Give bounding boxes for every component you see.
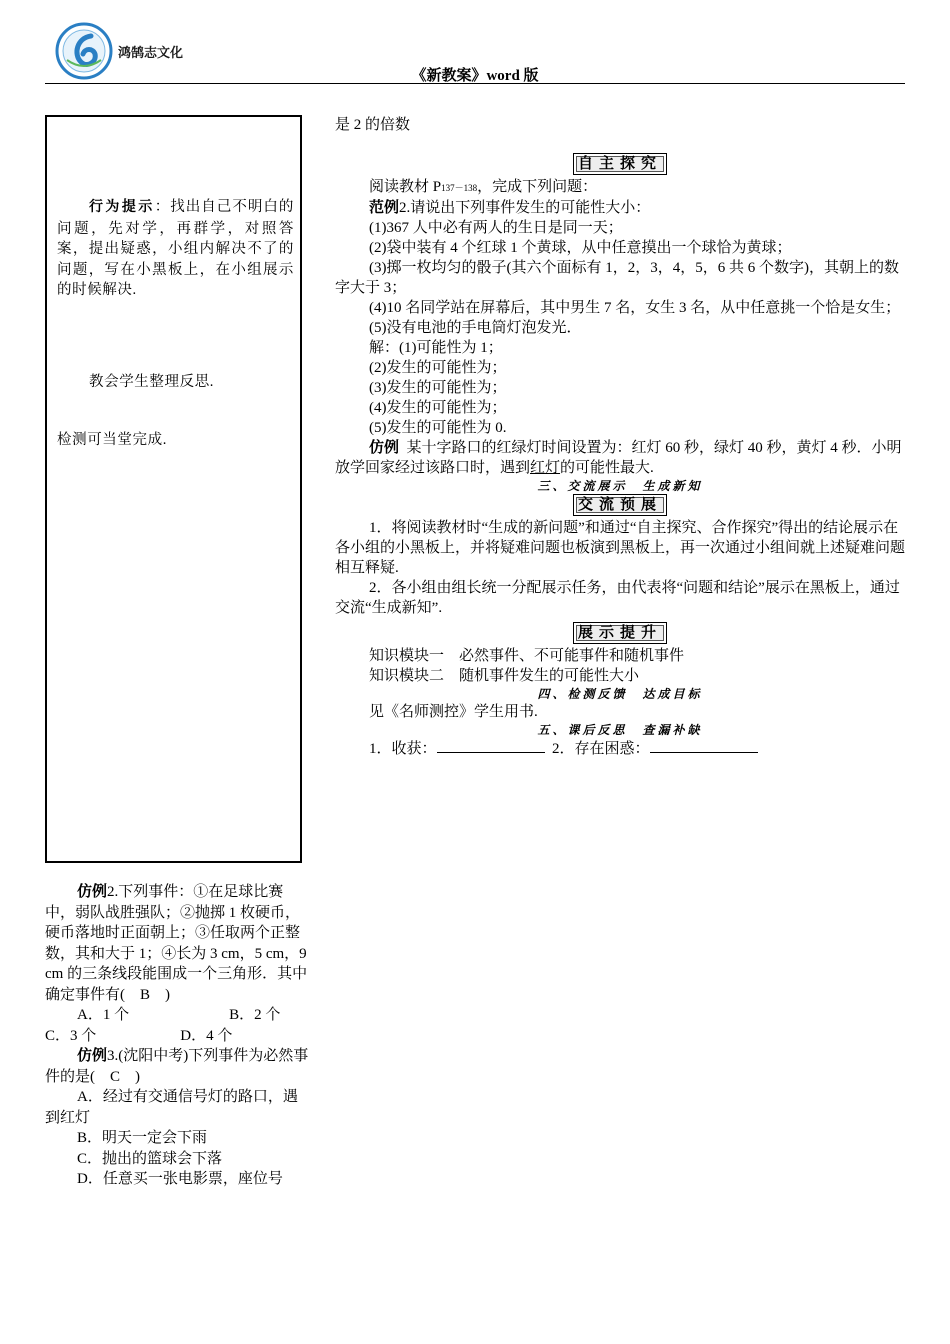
- note-reflection: 教会学生整理反思.: [89, 374, 215, 390]
- reading-instruction: 阅读教材 P137－138，完成下列问题：: [369, 179, 598, 195]
- imitation-answer: 红灯: [530, 460, 561, 476]
- imitation-2-options-cd: [45, 1026, 310, 1047]
- teaching-notes-box: [45, 115, 302, 863]
- behavior-tip: [57, 197, 294, 301]
- header-divider: [45, 83, 905, 84]
- section-5-heading: 五、课后反思 查漏补缺: [537, 723, 703, 737]
- imitation-3-option-c: C．抛出的篮球会下落: [77, 1150, 223, 1167]
- left-column: [45, 882, 310, 1190]
- note-test: 检测可当堂完成.: [57, 432, 167, 448]
- solution-1: 解：(1)可能性为 1；: [369, 340, 503, 356]
- right-column: [335, 115, 905, 759]
- imitation-3-label: 仿例: [77, 1048, 108, 1064]
- example-item-1: (1)367 人中必有两人的生日是同一天；: [369, 220, 623, 236]
- banner-exchange-preview: 交流预展: [335, 494, 905, 516]
- exchange-paragraph-2: 2．各小组由组长统一分配展示任务，由代表将“问题和结论”展示在黑板上，通过交流“生成新知”.: [335, 580, 900, 616]
- page-title: 《新教案》word 版: [411, 68, 539, 84]
- solution-2: (2)发生的可能性为；: [369, 360, 507, 376]
- example-2: 范例2.请说出下列事件发生的可能性大小：: [369, 200, 651, 216]
- option-a: A．1 个: [77, 1007, 130, 1023]
- tip-label: 行为提示: [89, 200, 155, 215]
- tip-text: ：找出自己不明白的问题，先对学，再群学，对照答案，提出疑惑，小组内解决不了的问题，写在小黑板上，在小组展示的时候解决.: [57, 199, 294, 298]
- banner-show-improve: 展示提升: [335, 622, 905, 644]
- option-c: C．3 个: [45, 1027, 97, 1044]
- continued-line: 是 2 的倍数: [335, 117, 411, 133]
- imitation-2-text: 2.下列事件：①在足球比赛中，弱队战胜强队；②抛掷 1 枚硬币，硬币落地时正面朝上；③任取两个正整数，其和大于 1；④长为 3 cm，5 cm，9 cm 的三条线段能围成一个三角形．其中确定事件有( B ): [45, 884, 308, 1003]
- example-item-5: (5)没有电池的手电筒灯泡发光．: [369, 320, 582, 336]
- example-label: 范例: [369, 200, 400, 216]
- harvest-blank[interactable]: [437, 738, 545, 753]
- imitation-3-option-a: A．经过有交通信号灯的路口，遇到红灯: [45, 1089, 298, 1126]
- imitation-traffic-light: 仿例 某十字路口的红绿灯时间设置为：红灯 60 秒，绿灯 40 秒，黄灯 4 秒．小明放学回家经过该路口时，遇到红灯的可能性最大.: [335, 440, 902, 476]
- knowledge-module-1: 知识模块一 必然事件、不可能事件和随机事件: [369, 648, 685, 664]
- knowledge-module-2: 知识模块二 随机事件发生的可能性大小: [369, 668, 640, 684]
- example-item-2: (2)袋中装有 4 个红球 1 个黄球，从中任意摸出一个球恰为黄球；: [369, 240, 792, 256]
- imitation-3: [45, 1046, 310, 1087]
- confusion-blank[interactable]: [650, 738, 758, 753]
- solution-3: (3)发生的可能性为；: [369, 380, 507, 396]
- section-4-heading: 四、检测反馈 达成目标: [537, 687, 703, 701]
- banner-self-explore: 自主探究: [335, 153, 905, 175]
- imitation-3-text: 3.(沈阳中考)下列事件为必然事件的是( C ): [45, 1048, 309, 1085]
- imitation-label: 仿例: [369, 440, 400, 456]
- option-d: D．4 个: [180, 1027, 233, 1044]
- section-3-heading: 三、交流展示 生成新知: [537, 479, 703, 493]
- brand-name: 鸿鹄志文化: [118, 45, 184, 60]
- reflection-line: 1．收获： 2．存在困惑：: [335, 738, 905, 759]
- reading-pages: 137－138: [441, 183, 478, 193]
- option-b: B．2 个: [229, 1007, 281, 1023]
- imitation-2-label: 仿例: [77, 884, 108, 900]
- see-book: 见《名师测控》学生用书.: [369, 704, 538, 720]
- imitation-3-option-b: B．明天一定会下雨: [77, 1130, 208, 1146]
- solution-4: (4)发生的可能性为；: [369, 400, 507, 416]
- example-item-4: (4)10 名同学站在屏幕后，其中男生 7 名，女生 3 名，从中任意挑一个恰是女生；: [369, 300, 901, 316]
- imitation-3-option-d: D．任意买一张电影票，座位号: [77, 1171, 283, 1187]
- imitation-2: [45, 882, 310, 1005]
- example-item-3: (3)掷一枚均匀的骰子(其六个面标有 1，2，3，4，5，6 共 6 个数字)，其朝上的数字大于 3；: [335, 260, 899, 296]
- imitation-2-options-ab: [45, 1005, 310, 1026]
- solution-5: (5)发生的可能性为 0.: [369, 420, 507, 436]
- exchange-paragraph-1: 1．将阅读教材时“生成的新问题”和通过“自主探究、合作探究”得出的结论展示在各小组的小黑板上，并将疑难问题也板演到黑板上，再一次通过小组间就上述疑难问题相互释疑.: [335, 520, 906, 576]
